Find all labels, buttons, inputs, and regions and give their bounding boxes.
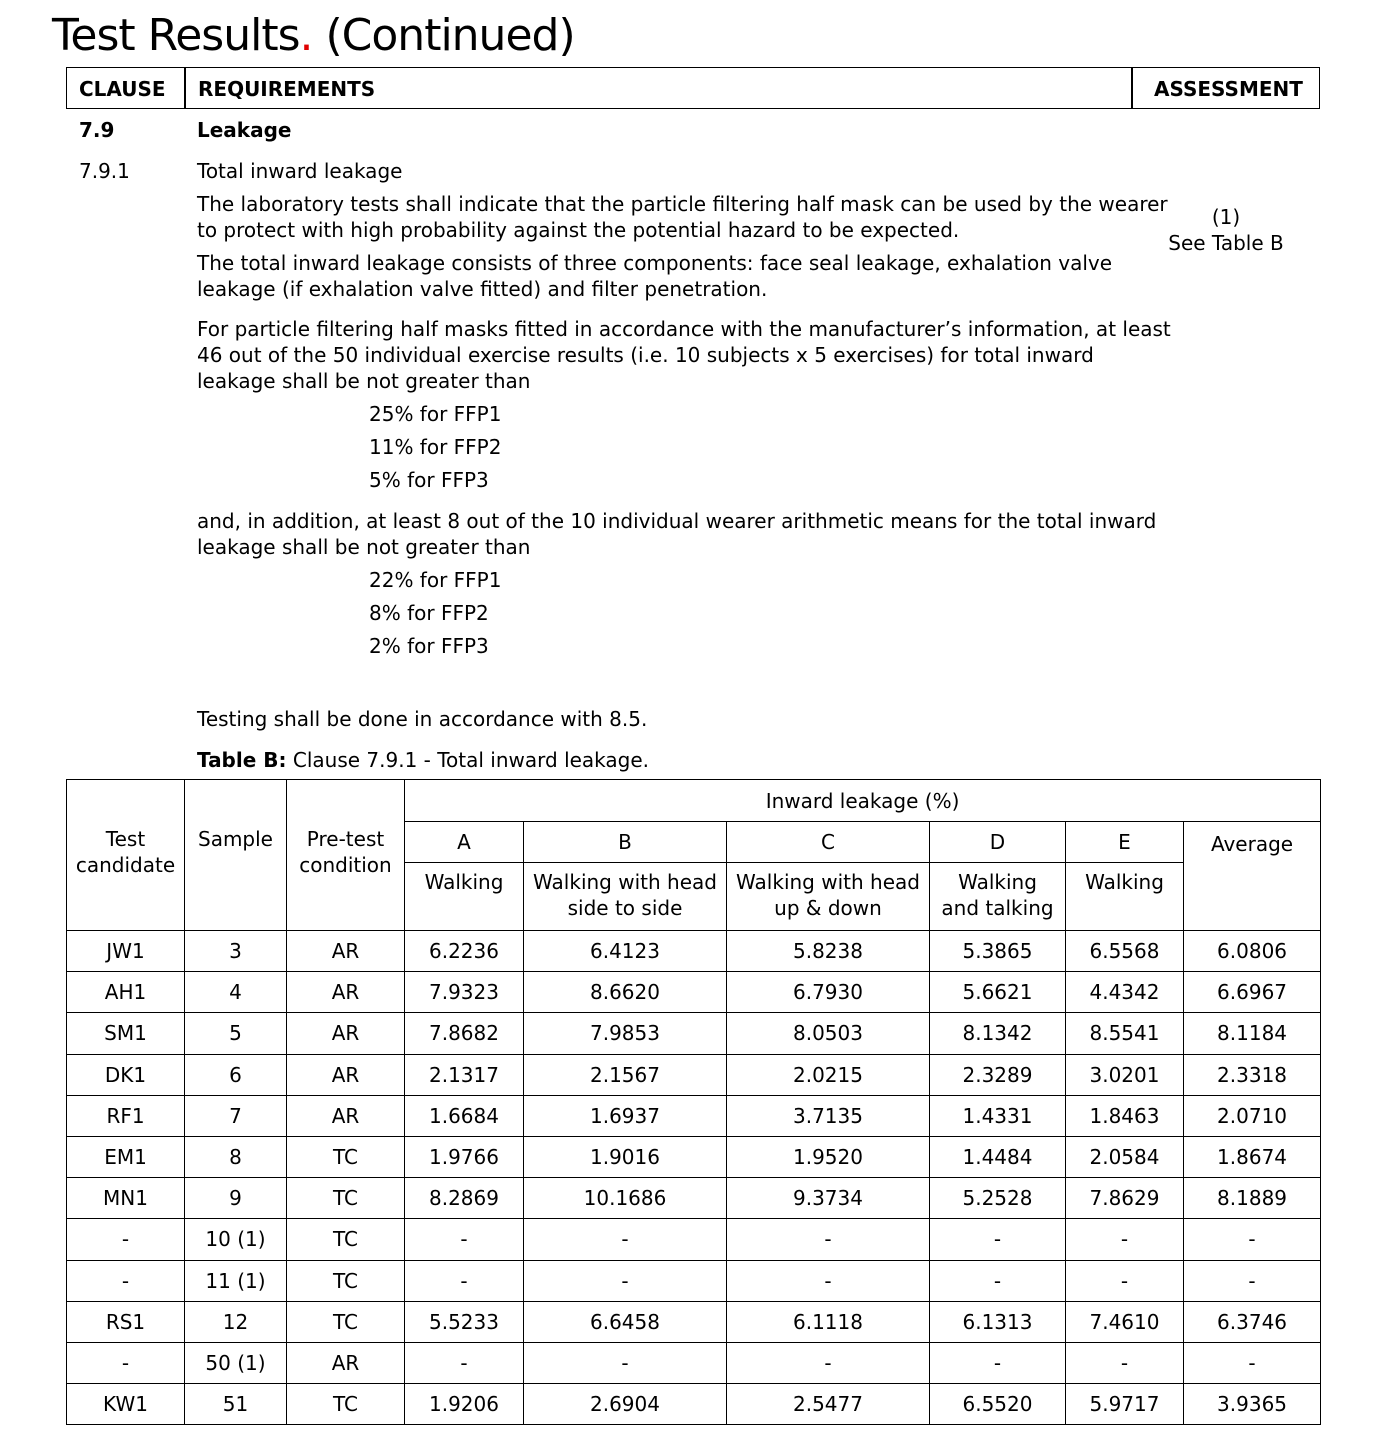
cell-sample: 5	[185, 1013, 287, 1054]
cell-pretest: TC	[287, 1178, 405, 1219]
assessment-reference: See Table B	[1168, 231, 1284, 255]
exercise-desc-c: Walking with head up & down	[727, 863, 930, 931]
clause-header-bar	[66, 67, 1320, 109]
cell-exercise-a: -	[405, 1260, 524, 1301]
cell-exercise-d: -	[930, 1219, 1066, 1260]
cell-exercise-c: 1.9520	[727, 1136, 930, 1177]
cell-average: 8.1889	[1184, 1178, 1321, 1219]
cell-candidate: EM1	[67, 1136, 185, 1177]
cell-exercise-b: 7.9853	[524, 1013, 727, 1054]
cell-pretest: TC	[287, 1260, 405, 1301]
cell-sample: 50 (1)	[185, 1342, 287, 1383]
cell-exercise-a: 1.6684	[405, 1095, 524, 1136]
cell-exercise-e: 6.5568	[1066, 931, 1184, 972]
cell-pretest: AR	[287, 1054, 405, 1095]
paragraph-line: leakage shall be not greater than	[197, 369, 531, 393]
cell-exercise-c: -	[727, 1219, 930, 1260]
cell-exercise-a: 5.5233	[405, 1301, 524, 1342]
table-caption-text: Clause 7.9.1 - Total inward leakage.	[286, 748, 650, 772]
subsection-title: Total inward leakage	[197, 159, 403, 183]
cell-sample: 10 (1)	[185, 1219, 287, 1260]
col-header-pretest: Pre-test condition	[287, 780, 405, 931]
cell-exercise-d: 6.5520	[930, 1384, 1066, 1425]
cell-candidate: JW1	[67, 931, 185, 972]
cell-exercise-b: -	[524, 1342, 727, 1383]
cell-pretest: AR	[287, 1095, 405, 1136]
cell-average: 2.3318	[1184, 1054, 1321, 1095]
limit-item: 8% for FFP2	[369, 601, 489, 625]
cell-average: 8.1184	[1184, 1013, 1321, 1054]
cell-exercise-c: 9.3734	[727, 1178, 930, 1219]
cell-exercise-c: 2.5477	[727, 1384, 930, 1425]
cell-candidate: -	[67, 1342, 185, 1383]
cell-average: 1.8674	[1184, 1136, 1321, 1177]
limit-item: 11% for FFP2	[369, 435, 502, 459]
cell-exercise-a: 7.8682	[405, 1013, 524, 1054]
paragraph-line: to protect with high probability against the potential hazard to be expected.	[197, 218, 960, 242]
cell-average: 6.0806	[1184, 931, 1321, 972]
table-row	[67, 1342, 1321, 1383]
cell-exercise-c: 2.0215	[727, 1054, 930, 1095]
header-clause: CLAUSE	[79, 77, 166, 101]
paragraph-line: and, in addition, at least 8 out of the 10 individual wearer arithmetic means for the total inward	[197, 509, 1157, 533]
cell-exercise-a: 6.2236	[405, 931, 524, 972]
col-header-inward-leakage: Inward leakage (%)	[405, 780, 1321, 822]
cell-pretest: TC	[287, 1384, 405, 1425]
col-header-candidate: Test candidate	[67, 780, 185, 931]
table-caption	[197, 747, 649, 773]
cell-exercise-e: 4.4342	[1066, 972, 1184, 1013]
cell-exercise-c: 6.1118	[727, 1301, 930, 1342]
cell-average: -	[1184, 1342, 1321, 1383]
table-row	[67, 931, 1321, 972]
header-requirements: REQUIREMENTS	[198, 77, 376, 101]
cell-candidate: -	[67, 1260, 185, 1301]
section-title: Leakage	[197, 118, 292, 142]
paragraph-line: For particle filtering half masks fitted in accordance with the manufacturer’s information, at least	[197, 317, 1171, 341]
cell-exercise-e: 5.9717	[1066, 1384, 1184, 1425]
cell-exercise-e: 2.0584	[1066, 1136, 1184, 1177]
cell-exercise-b: 1.9016	[524, 1136, 727, 1177]
cell-exercise-e: 3.0201	[1066, 1054, 1184, 1095]
exercise-desc-d: Walking and talking	[930, 863, 1066, 931]
cell-exercise-a: 2.1317	[405, 1054, 524, 1095]
cell-exercise-e: -	[1066, 1219, 1184, 1260]
cell-candidate: AH1	[67, 972, 185, 1013]
assessment-note: (1)	[1211, 205, 1241, 229]
limit-item: 5% for FFP3	[369, 468, 489, 492]
cell-sample: 7	[185, 1095, 287, 1136]
table-row	[67, 1095, 1321, 1136]
cell-exercise-b: 1.6937	[524, 1095, 727, 1136]
col-header-exercise-a: A	[405, 822, 524, 863]
paragraph-line: Testing shall be done in accordance with 8.5.	[197, 707, 648, 731]
table-row	[67, 1013, 1321, 1054]
cell-exercise-b: 6.4123	[524, 931, 727, 972]
cell-exercise-b: 8.6620	[524, 972, 727, 1013]
cell-exercise-a: 1.9206	[405, 1384, 524, 1425]
cell-exercise-c: 5.8238	[727, 931, 930, 972]
table-row	[67, 1384, 1321, 1425]
section-number: 7.9	[79, 118, 115, 142]
cell-exercise-a: 1.9766	[405, 1136, 524, 1177]
cell-exercise-d: -	[930, 1260, 1066, 1301]
cell-exercise-e: -	[1066, 1342, 1184, 1383]
paragraph-line: The total inward leakage consists of three components: face seal leakage, exhalation valve	[197, 251, 1113, 275]
cell-average: 6.6967	[1184, 972, 1321, 1013]
exercise-desc-a: Walking	[405, 863, 524, 931]
cell-exercise-c: 8.0503	[727, 1013, 930, 1054]
cell-candidate: SM1	[67, 1013, 185, 1054]
cell-exercise-a: -	[405, 1342, 524, 1383]
cell-exercise-e: 7.8629	[1066, 1178, 1184, 1219]
limit-item: 25% for FFP1	[369, 402, 502, 426]
exercise-desc-e: Walking	[1066, 863, 1184, 931]
limit-item: 22% for FFP1	[369, 568, 502, 592]
cell-candidate: RS1	[67, 1301, 185, 1342]
table-row	[67, 1136, 1321, 1177]
cell-pretest: AR	[287, 1013, 405, 1054]
col-header-exercise-b: B	[524, 822, 727, 863]
header-divider	[184, 68, 186, 108]
cell-candidate: RF1	[67, 1095, 185, 1136]
cell-exercise-d: 2.3289	[930, 1054, 1066, 1095]
header-assessment: ASSESSMENT	[1154, 77, 1303, 101]
cell-exercise-c: 6.7930	[727, 972, 930, 1013]
cell-candidate: MN1	[67, 1178, 185, 1219]
title-dot: .	[299, 10, 313, 61]
limit-item: 2% for FFP3	[369, 634, 489, 658]
cell-sample: 12	[185, 1301, 287, 1342]
cell-candidate: KW1	[67, 1384, 185, 1425]
cell-sample: 8	[185, 1136, 287, 1177]
cell-candidate: -	[67, 1219, 185, 1260]
page-title: Test Results. (Continued)	[52, 10, 575, 61]
leakage-table	[66, 779, 1321, 1425]
cell-exercise-d: 8.1342	[930, 1013, 1066, 1054]
cell-exercise-d: 1.4484	[930, 1136, 1066, 1177]
cell-pretest: TC	[287, 1219, 405, 1260]
cell-exercise-b: 6.6458	[524, 1301, 727, 1342]
cell-exercise-d: 6.1313	[930, 1301, 1066, 1342]
cell-exercise-e: 1.8463	[1066, 1095, 1184, 1136]
cell-exercise-e: 8.5541	[1066, 1013, 1184, 1054]
col-header-exercise-c: C	[727, 822, 930, 863]
cell-exercise-e: 7.4610	[1066, 1301, 1184, 1342]
cell-exercise-b: 2.1567	[524, 1054, 727, 1095]
header-divider	[1131, 68, 1133, 108]
exercise-desc-b: Walking with head side to side	[524, 863, 727, 931]
cell-exercise-d: 5.6621	[930, 972, 1066, 1013]
cell-exercise-c: -	[727, 1342, 930, 1383]
cell-average: 6.3746	[1184, 1301, 1321, 1342]
cell-candidate: DK1	[67, 1054, 185, 1095]
cell-pretest: AR	[287, 972, 405, 1013]
cell-exercise-d: 5.3865	[930, 931, 1066, 972]
cell-sample: 4	[185, 972, 287, 1013]
cell-sample: 6	[185, 1054, 287, 1095]
cell-exercise-d: 5.2528	[930, 1178, 1066, 1219]
subsection-number: 7.9.1	[79, 159, 130, 183]
cell-average: 3.9365	[1184, 1384, 1321, 1425]
cell-pretest: AR	[287, 931, 405, 972]
table-row	[67, 1219, 1321, 1260]
cell-average: 2.0710	[1184, 1095, 1321, 1136]
cell-exercise-b: 10.1686	[524, 1178, 727, 1219]
paragraph-line: leakage shall be not greater than	[197, 535, 531, 559]
table-caption-label: Table B:	[197, 748, 287, 772]
table-row	[67, 972, 1321, 1013]
cell-sample: 51	[185, 1384, 287, 1425]
cell-exercise-d: 1.4331	[930, 1095, 1066, 1136]
table-row	[67, 1301, 1321, 1342]
cell-pretest: AR	[287, 1342, 405, 1383]
cell-pretest: TC	[287, 1301, 405, 1342]
cell-pretest: TC	[287, 1136, 405, 1177]
paragraph-line: The laboratory tests shall indicate that the particle filtering half mask can be used by the wearer	[197, 192, 1168, 216]
cell-exercise-c: -	[727, 1260, 930, 1301]
cell-exercise-e: -	[1066, 1260, 1184, 1301]
cell-sample: 11 (1)	[185, 1260, 287, 1301]
cell-exercise-a: 7.9323	[405, 972, 524, 1013]
table-row	[67, 1178, 1321, 1219]
paragraph-line: leakage (if exhalation valve fitted) and filter penetration.	[197, 277, 768, 301]
col-header-average: Average	[1184, 822, 1321, 931]
cell-exercise-b: 2.6904	[524, 1384, 727, 1425]
cell-sample: 3	[185, 931, 287, 972]
cell-exercise-a: 8.2869	[405, 1178, 524, 1219]
cell-exercise-c: 3.7135	[727, 1095, 930, 1136]
col-header-sample: Sample	[185, 780, 287, 931]
col-header-exercise-d: D	[930, 822, 1066, 863]
cell-average: -	[1184, 1219, 1321, 1260]
cell-exercise-b: -	[524, 1260, 727, 1301]
table-row	[67, 1054, 1321, 1095]
col-header-exercise-e: E	[1066, 822, 1184, 863]
cell-average: -	[1184, 1260, 1321, 1301]
cell-exercise-b: -	[524, 1219, 727, 1260]
table-row	[67, 1260, 1321, 1301]
cell-sample: 9	[185, 1178, 287, 1219]
paragraph-line: 46 out of the 50 individual exercise results (i.e. 10 subjects x 5 exercises) for total inward	[197, 343, 1094, 367]
cell-exercise-a: -	[405, 1219, 524, 1260]
cell-exercise-d: -	[930, 1342, 1066, 1383]
